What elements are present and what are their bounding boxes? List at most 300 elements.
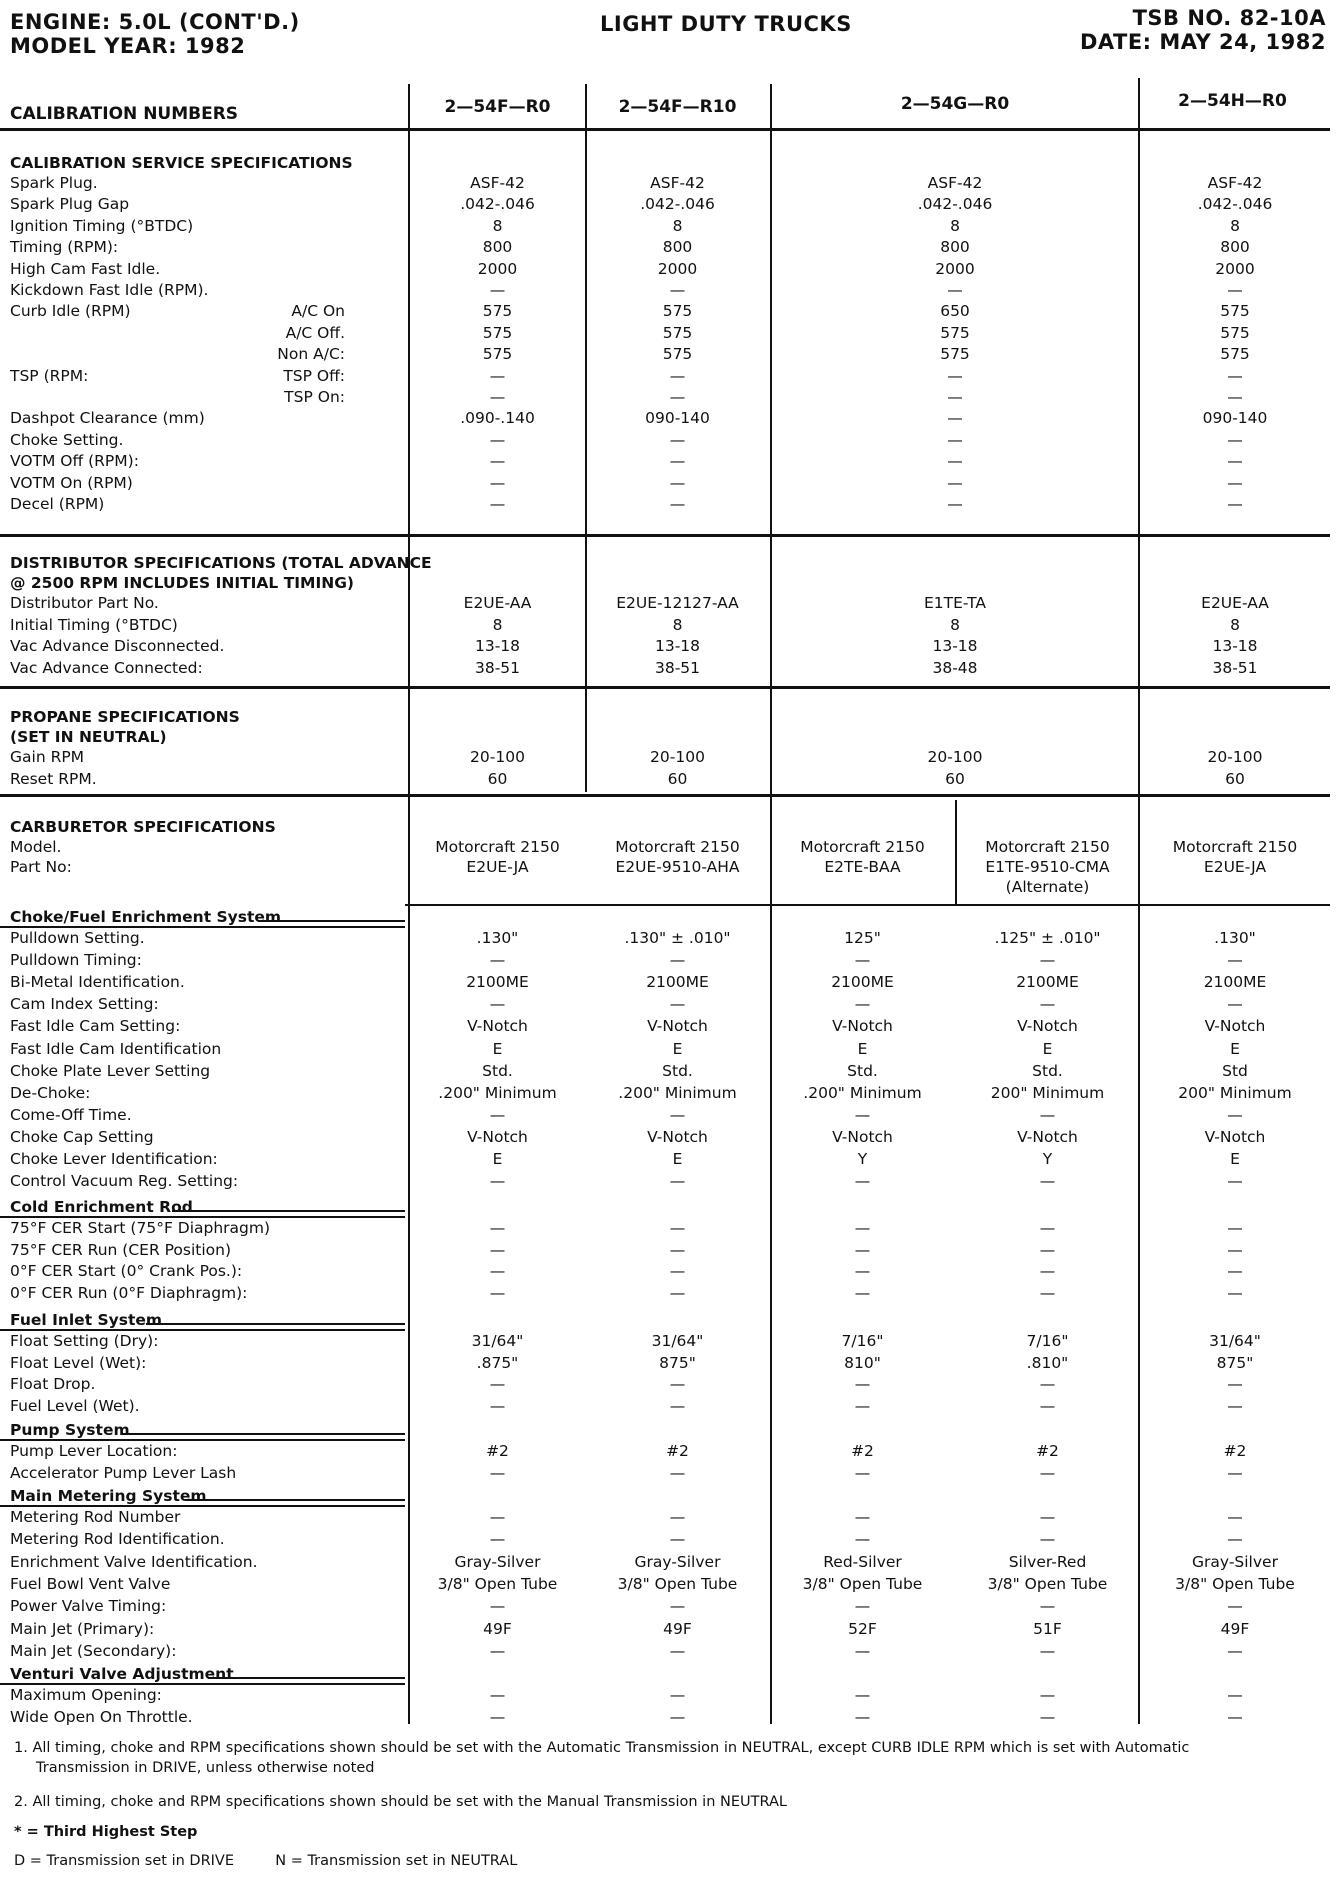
service-value: 575 xyxy=(940,345,970,364)
choke-value: — xyxy=(1039,1105,1056,1124)
choke-label: De-Choke: xyxy=(10,1083,91,1102)
pump-label: Accelerator Pump Lever Lash xyxy=(10,1463,237,1482)
metering-value: — xyxy=(669,1530,686,1549)
choke-value: .130" xyxy=(1214,929,1256,947)
service-value: 575 xyxy=(482,323,513,342)
fuel-title-rule xyxy=(146,1323,405,1325)
fuel-value: — xyxy=(489,1396,506,1415)
carburetor-value: (Alternate) xyxy=(1005,878,1090,896)
choke-label: Choke Lever Identification: xyxy=(10,1150,218,1168)
cold-value: — xyxy=(489,1240,506,1259)
choke-value: — xyxy=(1227,995,1243,1014)
header-rule xyxy=(0,128,1330,131)
tsb-number: TSB NO. 82-10A xyxy=(1132,6,1326,30)
calibration-col-4: 2—54H—R0 xyxy=(1178,91,1287,111)
fuel-label: Float Drop. xyxy=(10,1375,96,1393)
service-value: ASF-42 xyxy=(470,174,525,192)
choke-value: — xyxy=(1039,995,1056,1014)
choke-value: E xyxy=(1042,1039,1053,1058)
carburetor-value: E2UE-JA xyxy=(466,858,529,876)
cold-title: Cold Enrichment Rod xyxy=(10,1198,193,1216)
cold-value: — xyxy=(854,1240,871,1259)
fuel-value: — xyxy=(1039,1396,1056,1415)
venturi-value: — xyxy=(1039,1686,1056,1704)
service-sublabel: A/C On xyxy=(291,302,345,321)
calibration-numbers-label: CALIBRATION NUMBERS xyxy=(10,104,239,124)
pump-value: #2 xyxy=(851,1442,874,1460)
service-value: ASF-42 xyxy=(1207,174,1263,192)
distributor-label: Vac Advance Connected: xyxy=(10,658,203,677)
choke-value: — xyxy=(489,1105,506,1124)
metering-label: Metering Rod Number xyxy=(10,1508,181,1526)
cold-value: — xyxy=(1039,1262,1056,1280)
service-value: .042-.046 xyxy=(640,195,715,214)
service-value: 800 xyxy=(940,238,970,257)
carburetor-value: E2UE-9510-AHA xyxy=(615,858,740,876)
metering-value: Gray-Silver xyxy=(454,1552,541,1571)
carburetor-label: Model. xyxy=(10,838,62,856)
metering-value: — xyxy=(1227,1641,1243,1660)
metering-label: Main Jet (Secondary): xyxy=(10,1641,177,1660)
service-label: Choke Setting. xyxy=(10,430,124,449)
service-value: 575 xyxy=(1220,345,1250,364)
choke-label: Fast Idle Cam Setting: xyxy=(10,1017,181,1036)
service-value: — xyxy=(947,281,963,299)
metering-label: Main Jet (Primary): xyxy=(10,1619,155,1638)
service-value: 8 xyxy=(1230,216,1240,235)
carburetor-label: Part No: xyxy=(10,858,72,876)
fuel-label: Fuel Level (Wet). xyxy=(10,1396,140,1415)
cold-value: — xyxy=(1227,1240,1243,1259)
fuel-value: 31/64" xyxy=(471,1332,524,1350)
cold-value: — xyxy=(489,1219,506,1237)
metering-value: — xyxy=(1039,1508,1056,1526)
choke-label: Pulldown Setting. xyxy=(10,929,145,947)
choke-value: V-Notch xyxy=(1017,1127,1078,1146)
venturi-title-rule xyxy=(208,1677,405,1679)
footnote-1-line2: Transmission in DRIVE, unless otherwise noted xyxy=(36,1760,375,1776)
service-value: — xyxy=(1227,452,1243,471)
choke-value: 125" xyxy=(844,929,881,947)
cold-label: 75°F CER Run (CER Position) xyxy=(10,1240,232,1259)
service-value: .042-.046 xyxy=(460,195,535,214)
choke-value: V-Notch xyxy=(1017,1017,1078,1036)
distributor-value: 13-18 xyxy=(654,637,701,655)
pump-value: #2 xyxy=(486,1442,509,1460)
venturi-value: — xyxy=(669,1686,686,1704)
service-label: Kickdown Fast Idle (RPM). xyxy=(10,281,209,299)
propane-value: 20-100 xyxy=(470,748,525,766)
section-rule-distributor xyxy=(0,534,1330,537)
cold-label: 0°F CER Start (0° Crank Pos.): xyxy=(10,1262,243,1280)
carburetor-value: E2TE-BAA xyxy=(824,858,901,876)
choke-value: E xyxy=(857,1039,868,1058)
choke-value: E xyxy=(1230,1039,1240,1058)
service-label: Dashpot Clearance (mm) xyxy=(10,409,205,428)
propane-title-1: PROPANE SPECIFICATIONS xyxy=(10,708,240,726)
fuel-value: — xyxy=(669,1375,686,1393)
distributor-value: E2UE-AA xyxy=(463,594,532,612)
cold-value: — xyxy=(854,1262,871,1280)
service-label: High Cam Fast Idle. xyxy=(10,259,161,278)
service-value: 8 xyxy=(672,216,683,235)
carb-header-rule xyxy=(405,904,1330,906)
distributor-title-2: @ 2500 RPM INCLUDES INITIAL TIMING) xyxy=(10,574,355,592)
choke-value: V-Notch xyxy=(647,1127,708,1146)
carburetor-value: E2UE-JA xyxy=(1203,858,1267,876)
calibration-col-3: 2—54G—R0 xyxy=(900,94,1010,114)
cold-title-rule xyxy=(172,1210,405,1212)
document-title: LIGHT DUTY TRUCKS xyxy=(600,12,852,36)
pump-title-rule xyxy=(122,1433,405,1435)
service-value: ASF-42 xyxy=(927,174,983,192)
service-value: — xyxy=(669,281,686,299)
cold-value: — xyxy=(854,1283,871,1302)
choke-label: Bi-Metal Identification. xyxy=(10,973,185,992)
metering-value: 52F xyxy=(848,1619,877,1638)
carburetor-value: Motorcraft 2150 xyxy=(615,838,740,856)
choke-value: 2100ME xyxy=(1203,973,1267,992)
metering-value: — xyxy=(1227,1597,1243,1616)
choke-value: — xyxy=(1039,1172,1056,1191)
metering-value: — xyxy=(854,1641,871,1660)
metering-value: Gray-Silver xyxy=(634,1552,721,1571)
choke-label: Come-Off Time. xyxy=(10,1105,132,1124)
choke-value: — xyxy=(1227,1105,1243,1124)
choke-value: .130" xyxy=(476,929,519,947)
cold-value: — xyxy=(1227,1283,1243,1302)
fuel-value: — xyxy=(669,1396,686,1415)
metering-label: Enrichment Valve Identification. xyxy=(10,1552,258,1571)
cold-value: — xyxy=(669,1283,686,1302)
choke-value: V-Notch xyxy=(467,1127,528,1146)
choke-value: — xyxy=(669,995,686,1014)
section-rule-carburetor xyxy=(0,794,1330,797)
cold-value: — xyxy=(1039,1219,1056,1237)
choke-label: Control Vacuum Reg. Setting: xyxy=(10,1172,239,1191)
service-value: — xyxy=(1227,430,1243,449)
pump-label: Pump Lever Location: xyxy=(10,1442,178,1460)
distributor-value: E2UE-12127-AA xyxy=(616,594,739,612)
distributor-value: 38-51 xyxy=(1212,658,1258,677)
cold-value: — xyxy=(669,1262,686,1280)
service-value: 575 xyxy=(482,302,513,321)
cold-value: — xyxy=(1227,1262,1243,1280)
calibration-col-2: 2—54F—R10 xyxy=(618,97,737,117)
carburetor-title-1: CARBURETOR SPECIFICATIONS xyxy=(10,818,276,836)
cold-value: — xyxy=(1227,1219,1243,1237)
propane-value: 60 xyxy=(667,770,688,788)
service-sublabel: Non A/C: xyxy=(277,345,345,364)
service-value: .090-.140 xyxy=(460,409,535,428)
distributor-value: 13-18 xyxy=(1212,637,1258,655)
service-value: — xyxy=(1227,473,1243,492)
metering-label: Power Valve Timing: xyxy=(10,1597,167,1616)
service-sublabel: TSP Off: xyxy=(283,366,345,385)
fuel-value: — xyxy=(1227,1375,1243,1393)
service-value: 2000 xyxy=(477,259,518,278)
choke-label: Fast Idle Cam Identification xyxy=(10,1039,222,1058)
pump-value: — xyxy=(489,1463,506,1482)
tsb-header xyxy=(1080,6,1326,54)
venturi-value: — xyxy=(1227,1707,1243,1726)
choke-value: E xyxy=(672,1039,683,1058)
fuel-value: 875" xyxy=(1216,1353,1254,1372)
service-value: .042-.046 xyxy=(1197,195,1273,214)
service-value: — xyxy=(1227,281,1243,299)
cold-label: 75°F CER Start (75°F Diaphragm) xyxy=(10,1219,271,1237)
metering-value: — xyxy=(1227,1530,1243,1549)
choke-value: 200" Minimum xyxy=(1178,1083,1292,1102)
choke-value: .200" Minimum xyxy=(438,1083,557,1102)
fuel-value: — xyxy=(489,1375,506,1393)
venturi-value: — xyxy=(854,1707,871,1726)
metering-title-rule xyxy=(185,1499,405,1501)
service-label: Curb Idle (RPM) xyxy=(10,302,131,321)
propane-title-2: (SET IN NEUTRAL) xyxy=(10,728,167,746)
choke-value: — xyxy=(1039,951,1056,970)
model-year-label: MODEL YEAR: 1982 xyxy=(10,34,246,58)
fuel-value: — xyxy=(1039,1375,1056,1393)
metering-label: Metering Rod Identification. xyxy=(10,1530,225,1549)
metering-value: — xyxy=(489,1530,506,1549)
choke-value: V-Notch xyxy=(1204,1127,1266,1146)
fuel-title: Fuel Inlet System xyxy=(10,1311,163,1329)
service-label: Decel (RPM) xyxy=(10,495,105,513)
fuel-value: 7/16" xyxy=(1026,1332,1069,1350)
service-sublabel: TSP On: xyxy=(284,388,345,406)
metering-value: Silver-Red xyxy=(1008,1552,1087,1571)
service-value: — xyxy=(947,473,963,492)
fuel-label: Float Level (Wet): xyxy=(10,1353,147,1372)
choke-value: — xyxy=(854,995,871,1014)
metering-value: 49F xyxy=(1220,1619,1250,1638)
service-value: 575 xyxy=(662,323,693,342)
choke-value: V-Notch xyxy=(832,1017,893,1036)
propane-value: 20-100 xyxy=(650,748,705,766)
metering-value: — xyxy=(854,1508,871,1526)
venturi-value: — xyxy=(854,1686,871,1704)
choke-value: Std. xyxy=(1032,1061,1063,1080)
service-value: .042-.046 xyxy=(917,195,993,214)
footnote-3: * = Third Highest Step xyxy=(14,1824,198,1840)
distributor-value: 13-18 xyxy=(474,637,521,655)
choke-value: — xyxy=(1227,951,1243,970)
cold-label: 0°F CER Run (0°F Diaphragm): xyxy=(10,1283,248,1302)
fuel-value: 875" xyxy=(659,1353,696,1372)
pump-value: #2 xyxy=(666,1442,689,1460)
metering-value: — xyxy=(854,1597,871,1616)
cold-value: — xyxy=(489,1283,506,1302)
distributor-title-1: DISTRIBUTOR SPECIFICATIONS (TOTAL ADVANCE xyxy=(10,554,432,572)
service-label: Spark Plug. xyxy=(10,174,98,192)
fuel-value: 810" xyxy=(844,1353,881,1372)
pump-value: #2 xyxy=(1223,1442,1247,1460)
service-value: 8 xyxy=(492,216,503,235)
cold-value: — xyxy=(669,1219,686,1237)
metering-value: 3/8" Open Tube xyxy=(1175,1574,1295,1593)
service-value: — xyxy=(489,388,506,406)
service-value: — xyxy=(1227,366,1243,385)
section-rule-propane xyxy=(0,686,1330,689)
choke-value: V-Notch xyxy=(467,1017,528,1036)
service-value: 090-140 xyxy=(1202,409,1268,428)
choke-value: V-Notch xyxy=(1204,1017,1266,1036)
metering-value: 3/8" Open Tube xyxy=(437,1574,558,1593)
footnote-drive: D = Transmission set in DRIVE xyxy=(14,1853,235,1869)
fuel-value: 7/16" xyxy=(841,1332,884,1350)
service-value: 8 xyxy=(950,216,960,235)
service-value: — xyxy=(489,473,506,492)
choke-value: — xyxy=(1227,1172,1243,1191)
service-value: — xyxy=(947,452,963,471)
service-value: 575 xyxy=(662,345,693,364)
distributor-label: Vac Advance Disconnected. xyxy=(10,637,225,655)
cold-value: — xyxy=(1039,1283,1056,1302)
fuel-value: — xyxy=(854,1396,871,1415)
distributor-value: E2UE-AA xyxy=(1201,594,1269,612)
service-value: 090-140 xyxy=(645,409,710,428)
service-value: 650 xyxy=(940,302,970,321)
carburetor-value: E1TE-9510-CMA xyxy=(985,858,1110,876)
fuel-value: .810" xyxy=(1026,1353,1069,1372)
fuel-value: 31/64" xyxy=(1209,1332,1261,1350)
service-label: Ignition Timing (°BTDC) xyxy=(10,216,194,235)
service-label: Spark Plug Gap xyxy=(10,195,130,214)
service-value: — xyxy=(669,473,686,492)
carburetor-value: Motorcraft 2150 xyxy=(800,838,925,856)
footnote-neutral: N = Transmission set in NEUTRAL xyxy=(275,1853,518,1869)
distributor-label: Initial Timing (°BTDC) xyxy=(10,615,178,634)
choke-value: Std xyxy=(1222,1061,1248,1080)
distributor-value: 8 xyxy=(672,615,683,634)
choke-label: Pulldown Timing: xyxy=(10,951,142,970)
service-label: TSP (RPM: xyxy=(10,366,89,385)
distributor-value: 8 xyxy=(1230,615,1240,634)
cold-value: — xyxy=(854,1219,871,1237)
fuel-value: 31/64" xyxy=(651,1332,704,1350)
choke-value: — xyxy=(669,1172,686,1191)
choke-value: Y xyxy=(857,1150,868,1168)
footnote-4 xyxy=(14,1851,517,1871)
service-value: — xyxy=(947,430,963,449)
service-value: — xyxy=(947,495,963,513)
choke-label: Cam Index Setting: xyxy=(10,995,159,1014)
choke-value: 2100ME xyxy=(1016,973,1079,992)
distributor-label: Distributor Part No. xyxy=(10,594,159,612)
pump-value: #2 xyxy=(1036,1442,1059,1460)
pump-value: — xyxy=(854,1463,871,1482)
choke-value: — xyxy=(489,1172,506,1191)
service-value: — xyxy=(489,430,506,449)
distributor-value: 38-48 xyxy=(932,658,978,677)
venturi-value: — xyxy=(1039,1707,1056,1726)
choke-value: 200" Minimum xyxy=(990,1083,1105,1102)
metering-value: — xyxy=(669,1597,686,1616)
propane-label: Gain RPM xyxy=(10,748,85,766)
service-value: 575 xyxy=(1220,302,1250,321)
venturi-value: — xyxy=(489,1707,506,1726)
choke-title: Choke/Fuel Enrichment System xyxy=(10,908,282,926)
venturi-value: — xyxy=(669,1707,686,1726)
metering-value: 3/8" Open Tube xyxy=(802,1574,923,1593)
carburetor-value: Motorcraft 2150 xyxy=(1172,838,1298,856)
footnote-1 xyxy=(14,1738,1189,1778)
service-value: — xyxy=(947,409,963,428)
service-value: — xyxy=(669,452,686,471)
choke-value: — xyxy=(669,1105,686,1124)
metering-value: 3/8" Open Tube xyxy=(617,1574,738,1593)
engine-label: ENGINE: 5.0L (CONT'D.) xyxy=(10,10,300,34)
calibration-col-1: 2—54F—R0 xyxy=(444,97,551,117)
propane-label: Reset RPM. xyxy=(10,770,97,788)
distributor-value: 8 xyxy=(492,615,503,634)
carburetor-value: Motorcraft 2150 xyxy=(985,838,1110,856)
service-value: 800 xyxy=(482,238,513,257)
pump-value: — xyxy=(1227,1463,1243,1482)
service-value: — xyxy=(1227,388,1243,406)
metering-value: — xyxy=(1039,1530,1056,1549)
choke-value: — xyxy=(669,951,686,970)
propane-value: 60 xyxy=(1225,770,1245,788)
choke-value: Y xyxy=(1042,1150,1053,1168)
service-value: — xyxy=(489,495,506,513)
choke-value: — xyxy=(854,1172,871,1191)
choke-value: — xyxy=(854,951,871,970)
footnote-2: 2. All timing, choke and RPM specifications shown should be set with the Manual Transmission in NEUTRAL xyxy=(14,1794,787,1810)
choke-value: 2100ME xyxy=(646,973,709,992)
service-value: — xyxy=(669,388,686,406)
pump-value: — xyxy=(1039,1463,1056,1482)
pump-title: Pump System xyxy=(10,1421,130,1439)
service-value: — xyxy=(947,366,963,385)
metering-value: — xyxy=(1039,1641,1056,1660)
service-value: — xyxy=(669,495,686,513)
service-value: 2000 xyxy=(1215,259,1255,278)
choke-value: .130" ± .010" xyxy=(624,929,731,947)
service-value: — xyxy=(669,430,686,449)
venturi-label: Wide Open On Throttle. xyxy=(10,1707,193,1726)
choke-value: 2100ME xyxy=(466,973,529,992)
cold-value: — xyxy=(1039,1240,1056,1259)
metering-value: — xyxy=(854,1530,871,1549)
choke-value: 2100ME xyxy=(831,973,894,992)
choke-value: V-Notch xyxy=(832,1127,893,1146)
choke-value: V-Notch xyxy=(647,1017,708,1036)
choke-value: Std. xyxy=(662,1061,693,1080)
distributor-value: 8 xyxy=(950,615,960,634)
service-value: 2000 xyxy=(935,259,975,278)
propane-value: 60 xyxy=(945,770,965,788)
tsb-date: DATE: MAY 24, 1982 xyxy=(1079,30,1326,54)
service-value: 800 xyxy=(1220,238,1250,257)
metering-value: — xyxy=(669,1641,686,1660)
distributor-value: 13-18 xyxy=(932,637,978,655)
choke-value: — xyxy=(489,995,506,1014)
metering-value: 3/8" Open Tube xyxy=(987,1574,1108,1593)
cold-value: — xyxy=(489,1262,506,1280)
carburetor-value: Motorcraft 2150 xyxy=(435,838,560,856)
distributor-value: 38-51 xyxy=(474,658,521,677)
service-value: 575 xyxy=(662,302,693,321)
metering-value: Red-Silver xyxy=(823,1552,902,1571)
service-label: VOTM On (RPM) xyxy=(10,473,133,492)
service-value: — xyxy=(489,452,506,471)
service-value: 800 xyxy=(662,238,693,257)
venturi-label: Maximum Opening: xyxy=(10,1686,162,1704)
metering-value: 49F xyxy=(663,1619,692,1638)
choke-label: Choke Cap Setting xyxy=(10,1127,154,1146)
